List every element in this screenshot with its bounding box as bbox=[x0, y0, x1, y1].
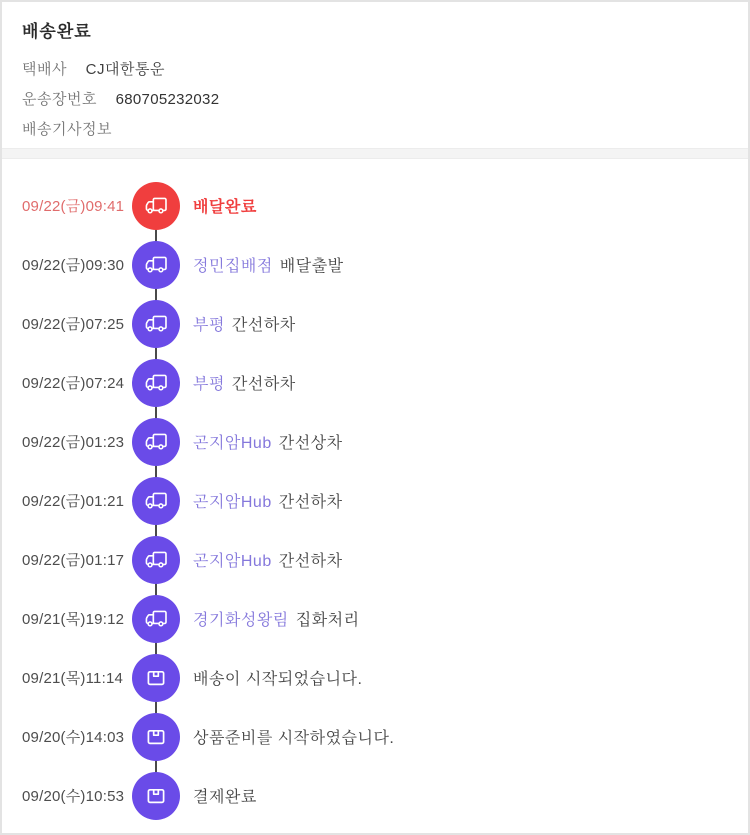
courier-value: CJ대한통운 bbox=[85, 61, 165, 78]
entry-timestamp: 09/22(금)01:17 bbox=[22, 552, 125, 569]
status-location: 경기화성왕림 bbox=[193, 612, 289, 629]
entry-timestamp: 09/22(금)01:21 bbox=[22, 493, 125, 510]
status-text bbox=[193, 194, 257, 217]
delivery-truck-icon bbox=[143, 312, 170, 335]
status-location: 부평 bbox=[193, 317, 225, 334]
status-text bbox=[193, 430, 343, 453]
package-box-icon bbox=[144, 784, 168, 808]
page-title: 배송완료 bbox=[22, 22, 92, 41]
status-label: 배달완료 bbox=[193, 199, 257, 216]
entry-timestamp: 09/22(금)09:30 bbox=[22, 257, 125, 274]
delivery-truck-icon bbox=[143, 489, 170, 512]
section-divider bbox=[2, 148, 748, 159]
status-label: 간선상차 bbox=[278, 435, 343, 452]
timeline-entry bbox=[2, 235, 748, 294]
tracking-number-label: 운송장번호 bbox=[22, 91, 97, 108]
timeline-entry bbox=[2, 707, 748, 766]
status-node bbox=[132, 300, 180, 348]
timeline-entry bbox=[2, 589, 748, 648]
driver-info-row bbox=[22, 115, 728, 145]
status-node bbox=[132, 595, 180, 643]
status-text bbox=[193, 725, 394, 748]
status-label: 배송이 시작되었습니다. bbox=[193, 671, 363, 688]
status-node bbox=[132, 772, 180, 820]
delivery-truck-icon bbox=[143, 253, 170, 276]
status-label: 상품준비를 시작하였습니다. bbox=[193, 730, 395, 747]
courier-row bbox=[22, 55, 728, 85]
delivery-truck-icon bbox=[143, 194, 170, 217]
status-label: 간선하차 bbox=[231, 376, 296, 393]
status-node bbox=[132, 654, 180, 702]
tracking-timeline bbox=[2, 159, 748, 825]
status-text bbox=[193, 371, 296, 394]
status-node bbox=[132, 536, 180, 584]
entry-timestamp: 09/22(금)07:24 bbox=[22, 375, 125, 392]
timeline-entry bbox=[2, 648, 748, 707]
status-label: 결제완료 bbox=[193, 789, 257, 806]
status-text bbox=[193, 607, 360, 630]
status-label: 집화처리 bbox=[295, 612, 360, 629]
delivery-truck-icon bbox=[143, 430, 170, 453]
status-text bbox=[193, 666, 362, 689]
entry-timestamp: 09/22(금)01:23 bbox=[22, 434, 125, 451]
timeline-entry bbox=[2, 471, 748, 530]
status-location: 곤지암Hub bbox=[193, 553, 272, 570]
status-label: 간선하차 bbox=[278, 553, 343, 570]
status-text bbox=[193, 784, 257, 807]
status-text bbox=[193, 489, 343, 512]
timeline-entry bbox=[2, 530, 748, 589]
timeline-entry bbox=[2, 766, 748, 825]
status-label: 배달출발 bbox=[279, 258, 344, 275]
shipment-header bbox=[2, 2, 748, 148]
delivery-truck-icon bbox=[143, 607, 170, 630]
package-box-icon bbox=[144, 725, 168, 749]
entry-timestamp: 09/22(금)07:25 bbox=[22, 316, 125, 333]
status-text bbox=[193, 548, 343, 571]
courier-label: 택배사 bbox=[22, 61, 67, 78]
status-node bbox=[132, 477, 180, 525]
timeline-entry bbox=[2, 294, 748, 353]
status-text bbox=[193, 312, 296, 335]
delivery-truck-icon bbox=[143, 548, 170, 571]
tracking-number-value: 680705232032 bbox=[115, 91, 220, 108]
status-node bbox=[132, 241, 180, 289]
entry-timestamp: 09/21(목)19:12 bbox=[22, 611, 125, 628]
entry-timestamp: 09/22(금)09:41 bbox=[22, 198, 125, 215]
timeline-entry bbox=[2, 412, 748, 471]
entry-timestamp: 09/20(수)14:03 bbox=[22, 729, 125, 746]
package-box-icon bbox=[144, 666, 168, 690]
status-node bbox=[132, 418, 180, 466]
tracking-number-row bbox=[22, 85, 728, 115]
entry-timestamp: 09/21(목)11:14 bbox=[22, 670, 124, 687]
status-label: 간선하차 bbox=[278, 494, 343, 511]
status-location: 정민집배점 bbox=[193, 258, 273, 275]
status-node bbox=[132, 713, 180, 761]
delivery-truck-icon bbox=[143, 371, 170, 394]
timeline-entry bbox=[2, 176, 748, 235]
status-node bbox=[132, 182, 180, 230]
status-location: 곤지암Hub bbox=[193, 435, 272, 452]
status-text bbox=[193, 253, 344, 276]
status-label: 간선하차 bbox=[231, 317, 296, 334]
status-node bbox=[132, 359, 180, 407]
status-location: 부평 bbox=[193, 376, 225, 393]
status-location: 곤지암Hub bbox=[193, 494, 272, 511]
driver-info-link[interactable]: 배송기사정보 bbox=[22, 121, 112, 138]
timeline-entry bbox=[2, 353, 748, 412]
entry-timestamp: 09/20(수)10:53 bbox=[22, 788, 125, 805]
